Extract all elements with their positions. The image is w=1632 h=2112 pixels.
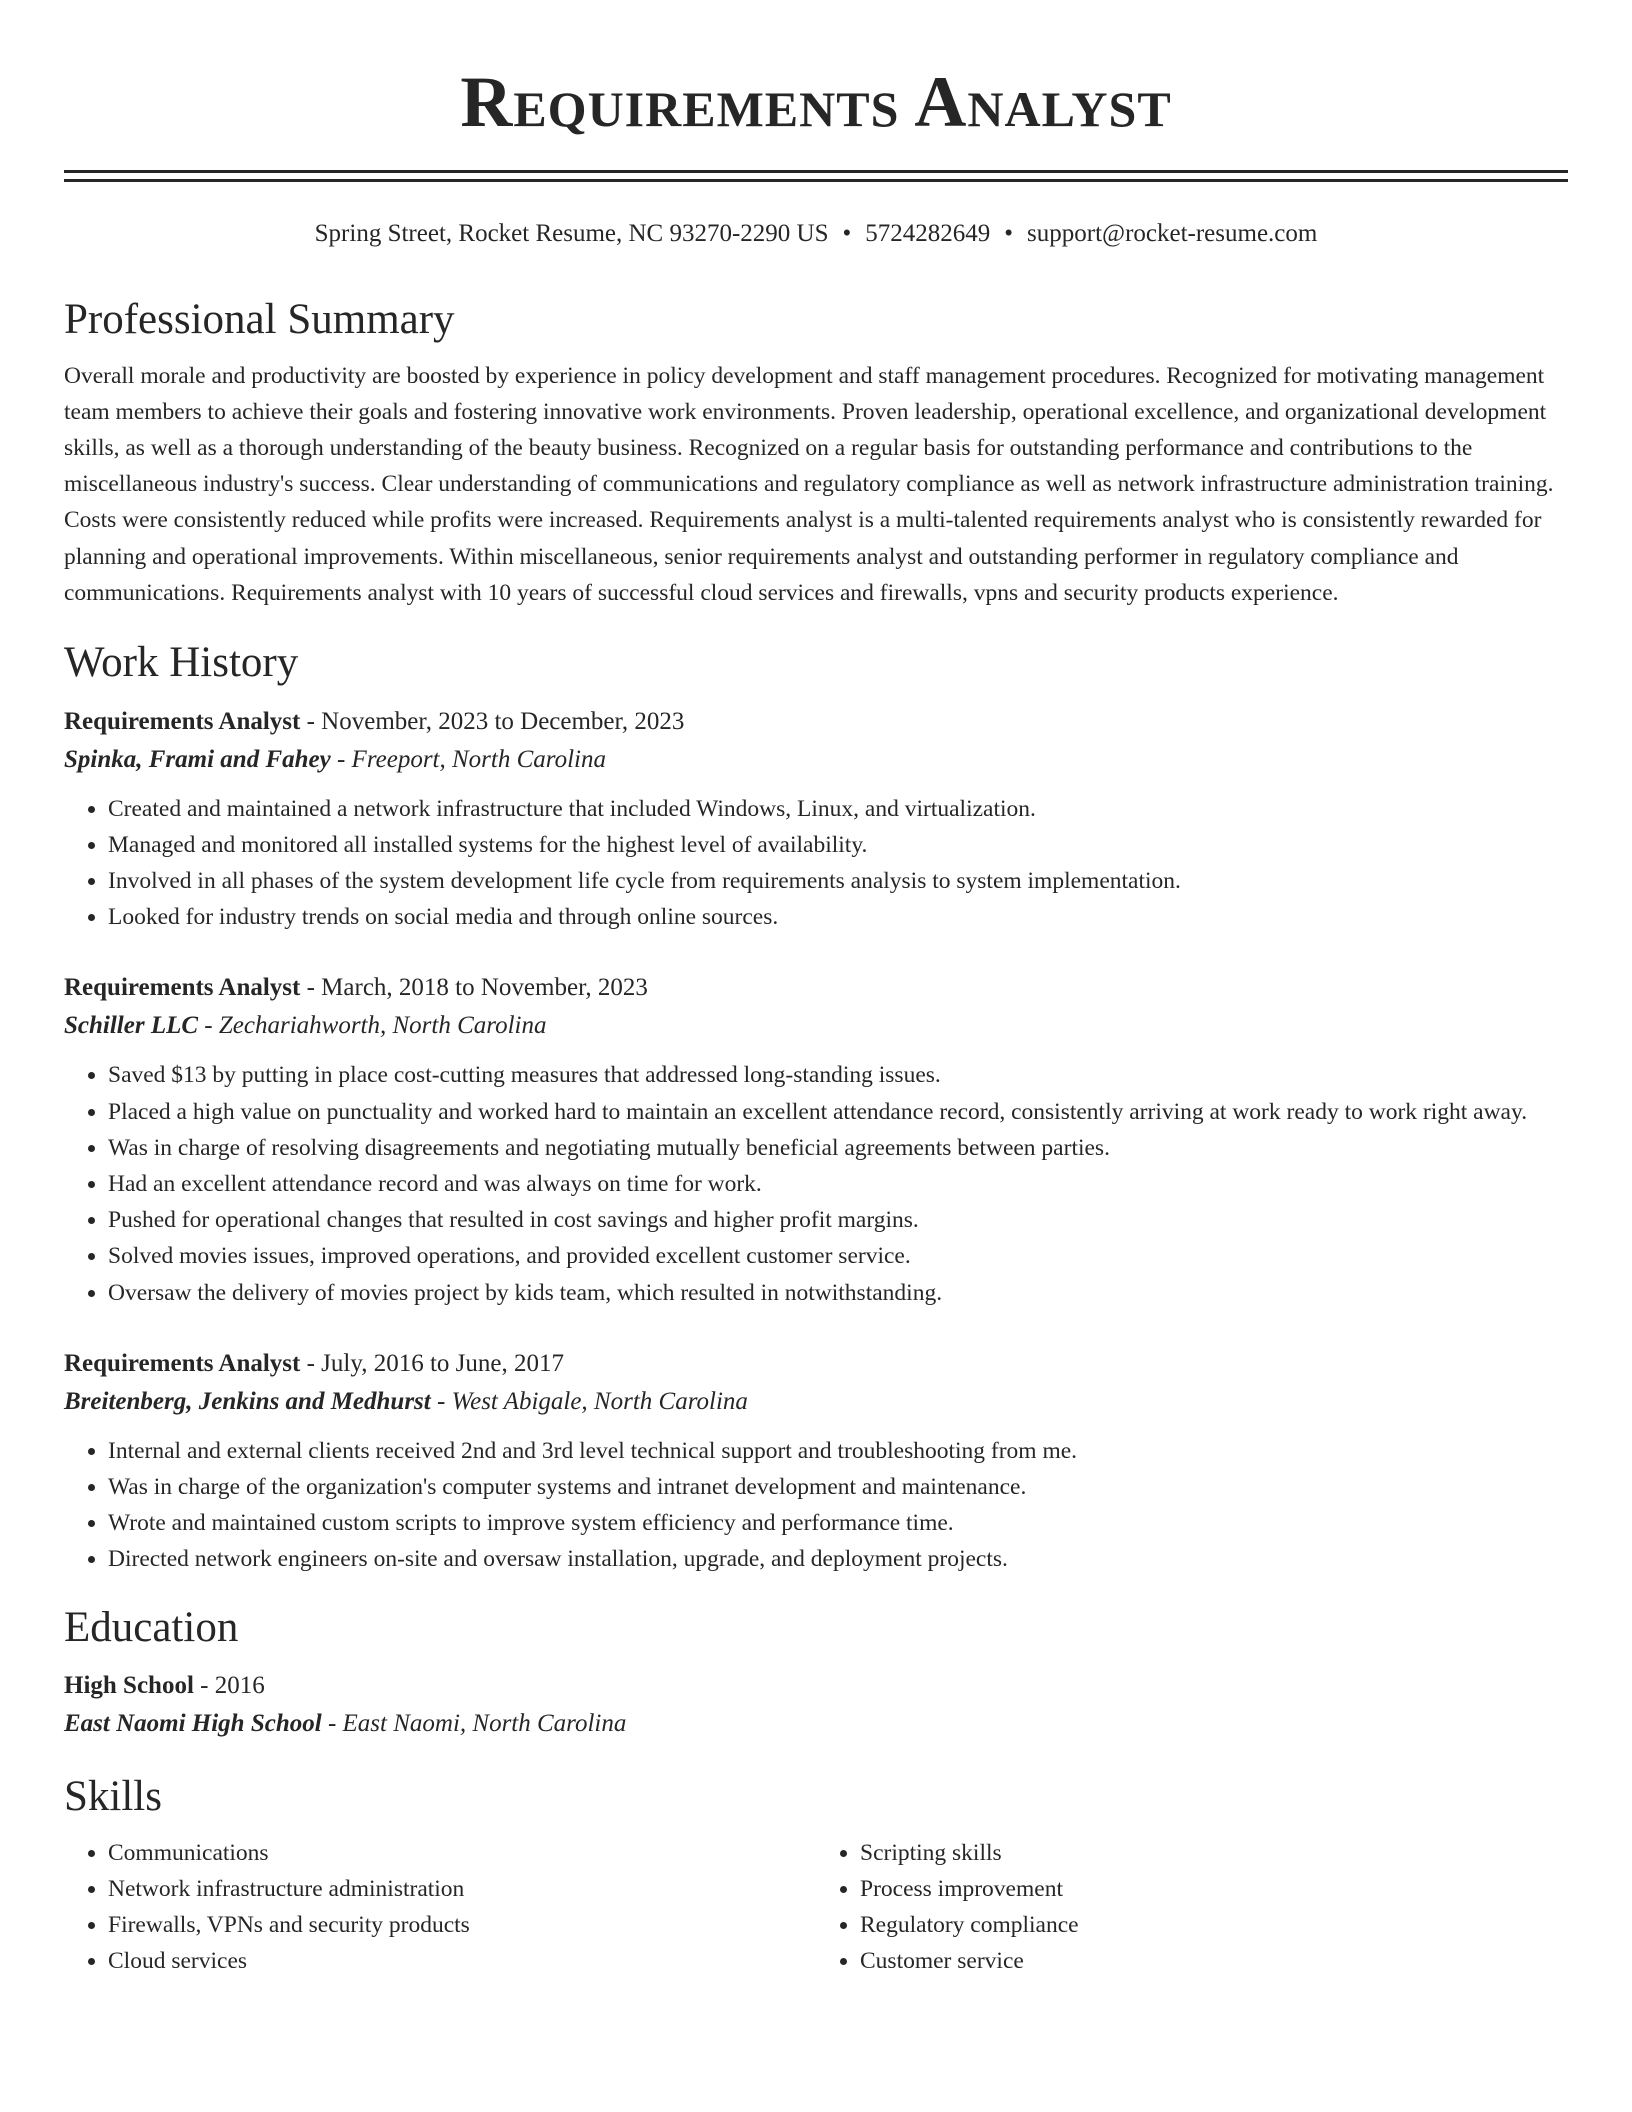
contact-line — [64, 218, 1568, 250]
skill-item: • Firewalls, VPNs and security products — [108, 1907, 816, 1943]
skill-item: • Regulatory compliance — [860, 1907, 1568, 1943]
header-divider-top — [64, 170, 1568, 173]
summary-section-title: Professional Summary — [64, 296, 455, 343]
job-company: Schiller LLC — [64, 1012, 199, 1040]
education-location: - East Naomi, North Carolina — [321, 1710, 627, 1738]
skills-list-right — [816, 1835, 1568, 1980]
job-dates: - March, 2018 to November, 2023 — [300, 974, 648, 1002]
job-bullet: • Wrote and maintained custom scripts to improve system efficiency and performance time. — [108, 1505, 1568, 1541]
job-title: Requirements Analyst — [64, 974, 301, 1002]
job-title: Requirements Analyst — [64, 1349, 301, 1377]
job-dates: - July, 2016 to June, 2017 — [300, 1349, 565, 1377]
skill-item: • Cloud services — [108, 1943, 816, 1979]
job-header — [64, 969, 1568, 1007]
contact-separator: • — [842, 220, 852, 247]
education-school: East Naomi High School — [64, 1710, 322, 1738]
job-location: - West Abigale, North Carolina — [430, 1387, 748, 1415]
skill-item: • Customer service — [860, 1943, 1568, 1979]
work-history-section-title: Work History — [64, 639, 299, 687]
job-location: - Zechariahworth, North Carolina — [198, 1012, 547, 1040]
contact-email: support@rocket-resume.com — [1027, 220, 1318, 247]
resume-name-heading: Requirements Analyst — [460, 62, 1172, 142]
job-bullet: • Had an excellent attendance record and was always on time for work. — [108, 1166, 1568, 1202]
summary-paragraph: Overall morale and productivity are boosted by experience in policy development and staff management procedures. Recognized for motivating management team members to achieve their goals and fostering innovative work environments. Proven leadership, operational excellence, and organizational development skills, as well as a thorough understanding of the beauty business. Recognized on a regular basis for outstanding performance and contributions to the miscellaneous industry's success. Clear understanding of communications and regulatory compliance as well as network infrastructure administration training. Costs were consistently reduced while profits were increased. Requirements analyst is a multi-talented requirements analyst who is consistently rewarded for planning and operational improvements. Within miscellaneous, senior requirements analyst and outstanding performer in regulatory compliance and communications. Requirements analyst with 10 years of successful cloud services and firewalls, vpns and security products experience. — [64, 362, 1554, 606]
job-entry — [64, 1345, 1568, 1578]
job-bullet: • Was in charge of the organization's computer systems and intranet development and maintenance. — [108, 1469, 1568, 1505]
job-dates: - November, 2023 to December, 2023 — [300, 707, 685, 735]
contact-address: Spring Street, Rocket Resume, NC 93270-2290 US — [314, 220, 829, 247]
job-company: Spinka, Frami and Fahey — [64, 745, 331, 773]
job-title: Requirements Analyst — [64, 707, 301, 735]
education-section-title: Education — [64, 1603, 239, 1651]
job-bullet: • Was in charge of resolving disagreements and negotiating mutually beneficial agreements between parties. — [108, 1130, 1568, 1166]
job-bullet: • Solved movies issues, improved operations, and provided excellent customer service. — [108, 1238, 1568, 1274]
job-header — [64, 703, 1568, 741]
job-company: Breitenberg, Jenkins and Medhurst — [64, 1387, 431, 1415]
skills-columns — [64, 1835, 1568, 1980]
education-school-line — [64, 1705, 1568, 1743]
job-company-line — [64, 1383, 1568, 1421]
job-header — [64, 1345, 1568, 1383]
education-degree: High School — [64, 1672, 194, 1700]
header-divider-bottom — [64, 179, 1568, 182]
contact-separator: • — [1004, 220, 1014, 247]
job-entry — [64, 703, 1568, 936]
job-bullet: • Managed and monitored all installed systems for the highest level of availability. — [108, 827, 1568, 863]
job-bullet: • Placed a high value on punctuality and worked hard to maintain an excellent attendance record, consistently arriving at work ready to work right away. — [108, 1094, 1568, 1130]
job-bullet-list — [64, 1057, 1568, 1310]
job-bullet: • Saved $13 by putting in place cost-cutting measures that addressed long-standing issues. — [108, 1057, 1568, 1093]
education-year: - 2016 — [193, 1672, 265, 1700]
job-bullet: • Looked for industry trends on social media and through online sources. — [108, 899, 1568, 935]
job-bullet: • Directed network engineers on-site and oversaw installation, upgrade, and deployment projects. — [108, 1541, 1568, 1577]
job-bullet: • Oversaw the delivery of movies project by kids team, which resulted in notwithstanding. — [108, 1275, 1568, 1311]
job-company-line — [64, 741, 1568, 779]
skill-item: • Process improvement — [860, 1871, 1568, 1907]
skill-item: • Network infrastructure administration — [108, 1871, 816, 1907]
job-bullet-list — [64, 1433, 1568, 1578]
job-bullet: • Involved in all phases of the system development life cycle from requirements analysis to system implementation. — [108, 863, 1568, 899]
skills-section-title: Skills — [64, 1773, 162, 1821]
job-bullet: • Pushed for operational changes that resulted in cost savings and higher profit margins. — [108, 1202, 1568, 1238]
education-entry — [64, 1667, 1568, 1743]
skill-item: • Scripting skills — [860, 1835, 1568, 1871]
job-location: - Freeport, North Carolina — [330, 745, 606, 773]
education-header — [64, 1667, 1568, 1705]
job-company-line — [64, 1007, 1568, 1045]
job-entry — [64, 969, 1568, 1310]
job-bullet: • Created and maintained a network infrastructure that included Windows, Linux, and virtualization. — [108, 791, 1568, 827]
job-bullet-list — [64, 791, 1568, 936]
skill-item: • Communications — [108, 1835, 816, 1871]
job-bullet: • Internal and external clients received 2nd and 3rd level technical support and troubleshooting from me. — [108, 1433, 1568, 1469]
skills-list-left — [64, 1835, 816, 1980]
contact-phone: 5724282649 — [865, 220, 991, 247]
